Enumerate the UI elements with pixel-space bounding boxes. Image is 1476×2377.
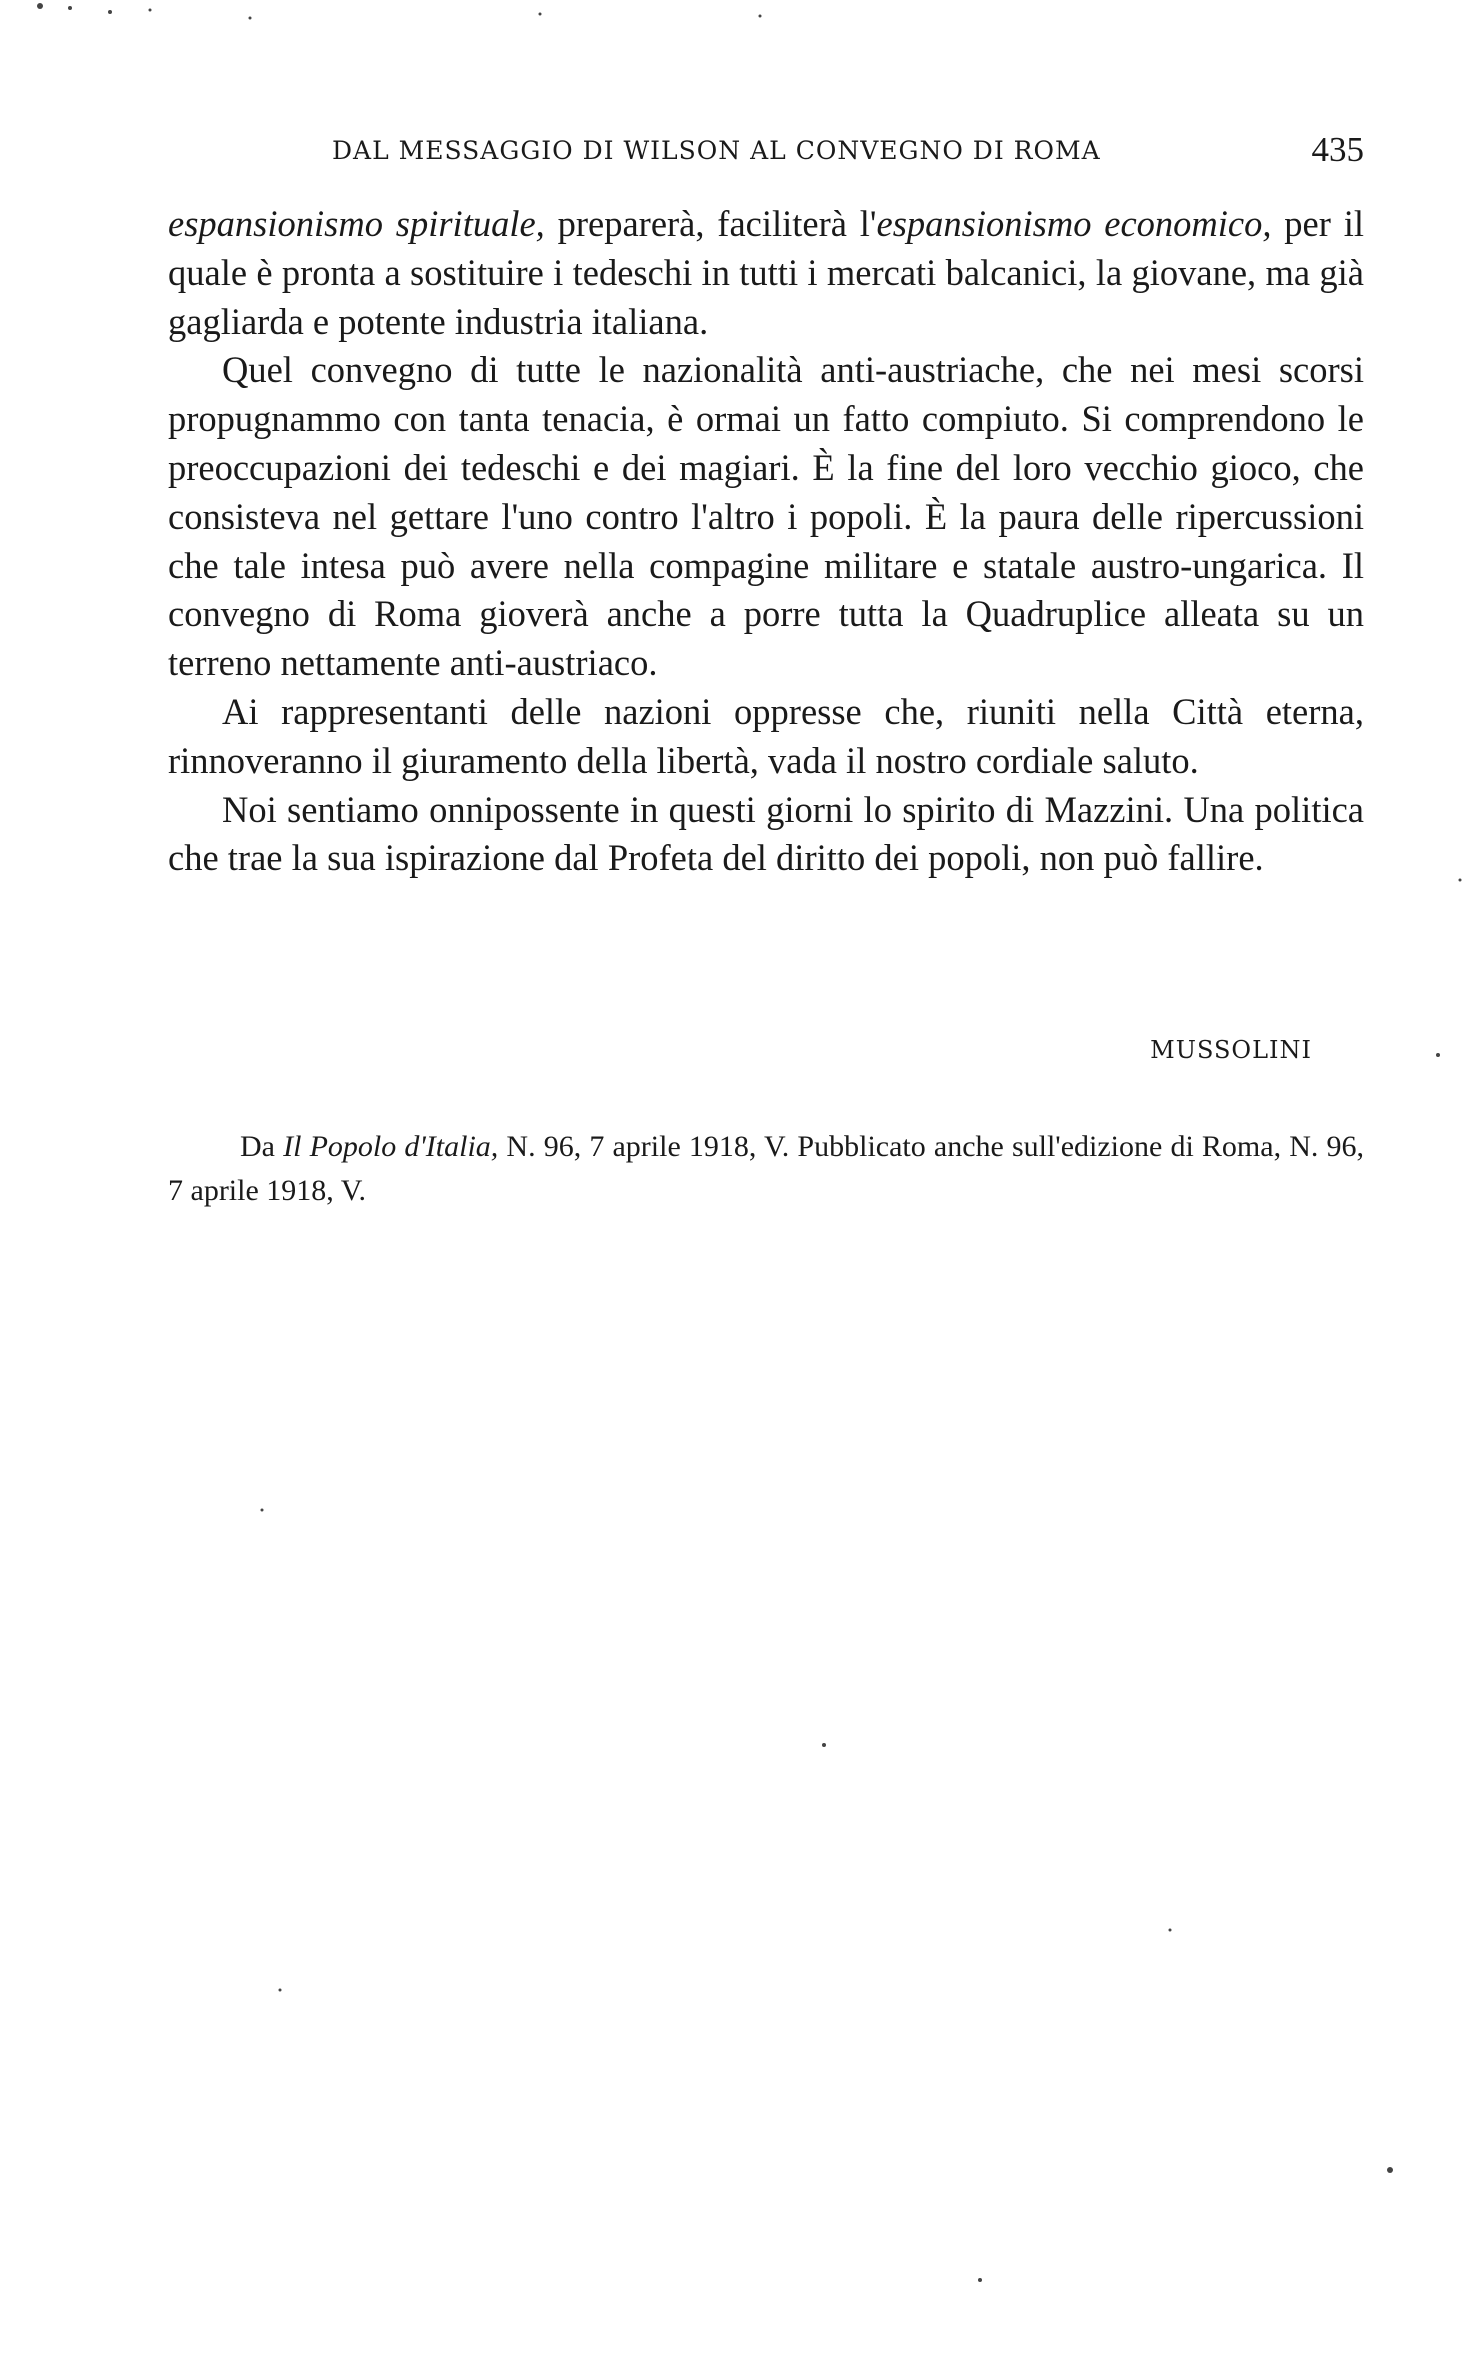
source-note-prefix: Da: [240, 1130, 284, 1163]
source-note-text: N. 96, 7 aprile 1918, V. Pubblicato anche sull'edizione di Roma, N. 96, 7 aprile 1918, V.: [168, 1130, 1365, 1207]
source-note: [168, 1125, 1364, 1213]
paragraph-4: Noi sentiamo onnipossente in questi giorni lo spirito di Mazzini. Una politica che trae la sua ispirazione dal Profeta del diritto dei popoli, non può fallire.: [168, 788, 1364, 879]
author-signature: MUSSOLINI: [1150, 1036, 1312, 1064]
paragraph-1-text-b: per il quale è pronta a sostituire i tedeschi in tutti i mercati balcanici, la giovane, ma già gagliarda e potente industria italiana.: [168, 203, 1364, 342]
page-header: [332, 130, 1364, 176]
paragraph-2: Quel convegno di tutte le nazionalità anti-austriache, che nei mesi scorsi propugnammo con tanta tenacia, è ormai un fatto compiuto. Si comprendono le preoccupazioni dei tedeschi e dei magiari. È la fine del loro vecchio gioco, che consisteva nel gettare l'uno contro l'altro i popoli. È la paura delle ripercussioni che tale intesa può avere nella compagine militare e statale austro-ungarica. Il convegno di Roma gioverà anche a porre tutta la Quadruplice alleata su un terreno nettamente anti-austriaco.: [168, 349, 1364, 684]
paragraph-1: [168, 200, 1364, 346]
italic-phrase-1: espansionismo spirituale,: [168, 203, 545, 244]
paragraph-3: Ai rappresentanti delle nazioni oppresse che, riuniti nella Città eterna, rinnoveranno il giuramento della libertà, vada il nostro cordiale saluto.: [168, 690, 1364, 781]
body-text: [168, 200, 1364, 883]
paragraph-1-text-a: preparerà, faciliterà l': [544, 203, 877, 244]
italic-phrase-2: espansionismo economico,: [876, 203, 1272, 244]
source-publication: Il Popolo d'Italia,: [283, 1130, 499, 1163]
running-head: DAL MESSAGGIO DI WILSON AL CONVEGNO DI ROMA: [332, 136, 1101, 165]
page-number: 435: [1311, 130, 1364, 169]
